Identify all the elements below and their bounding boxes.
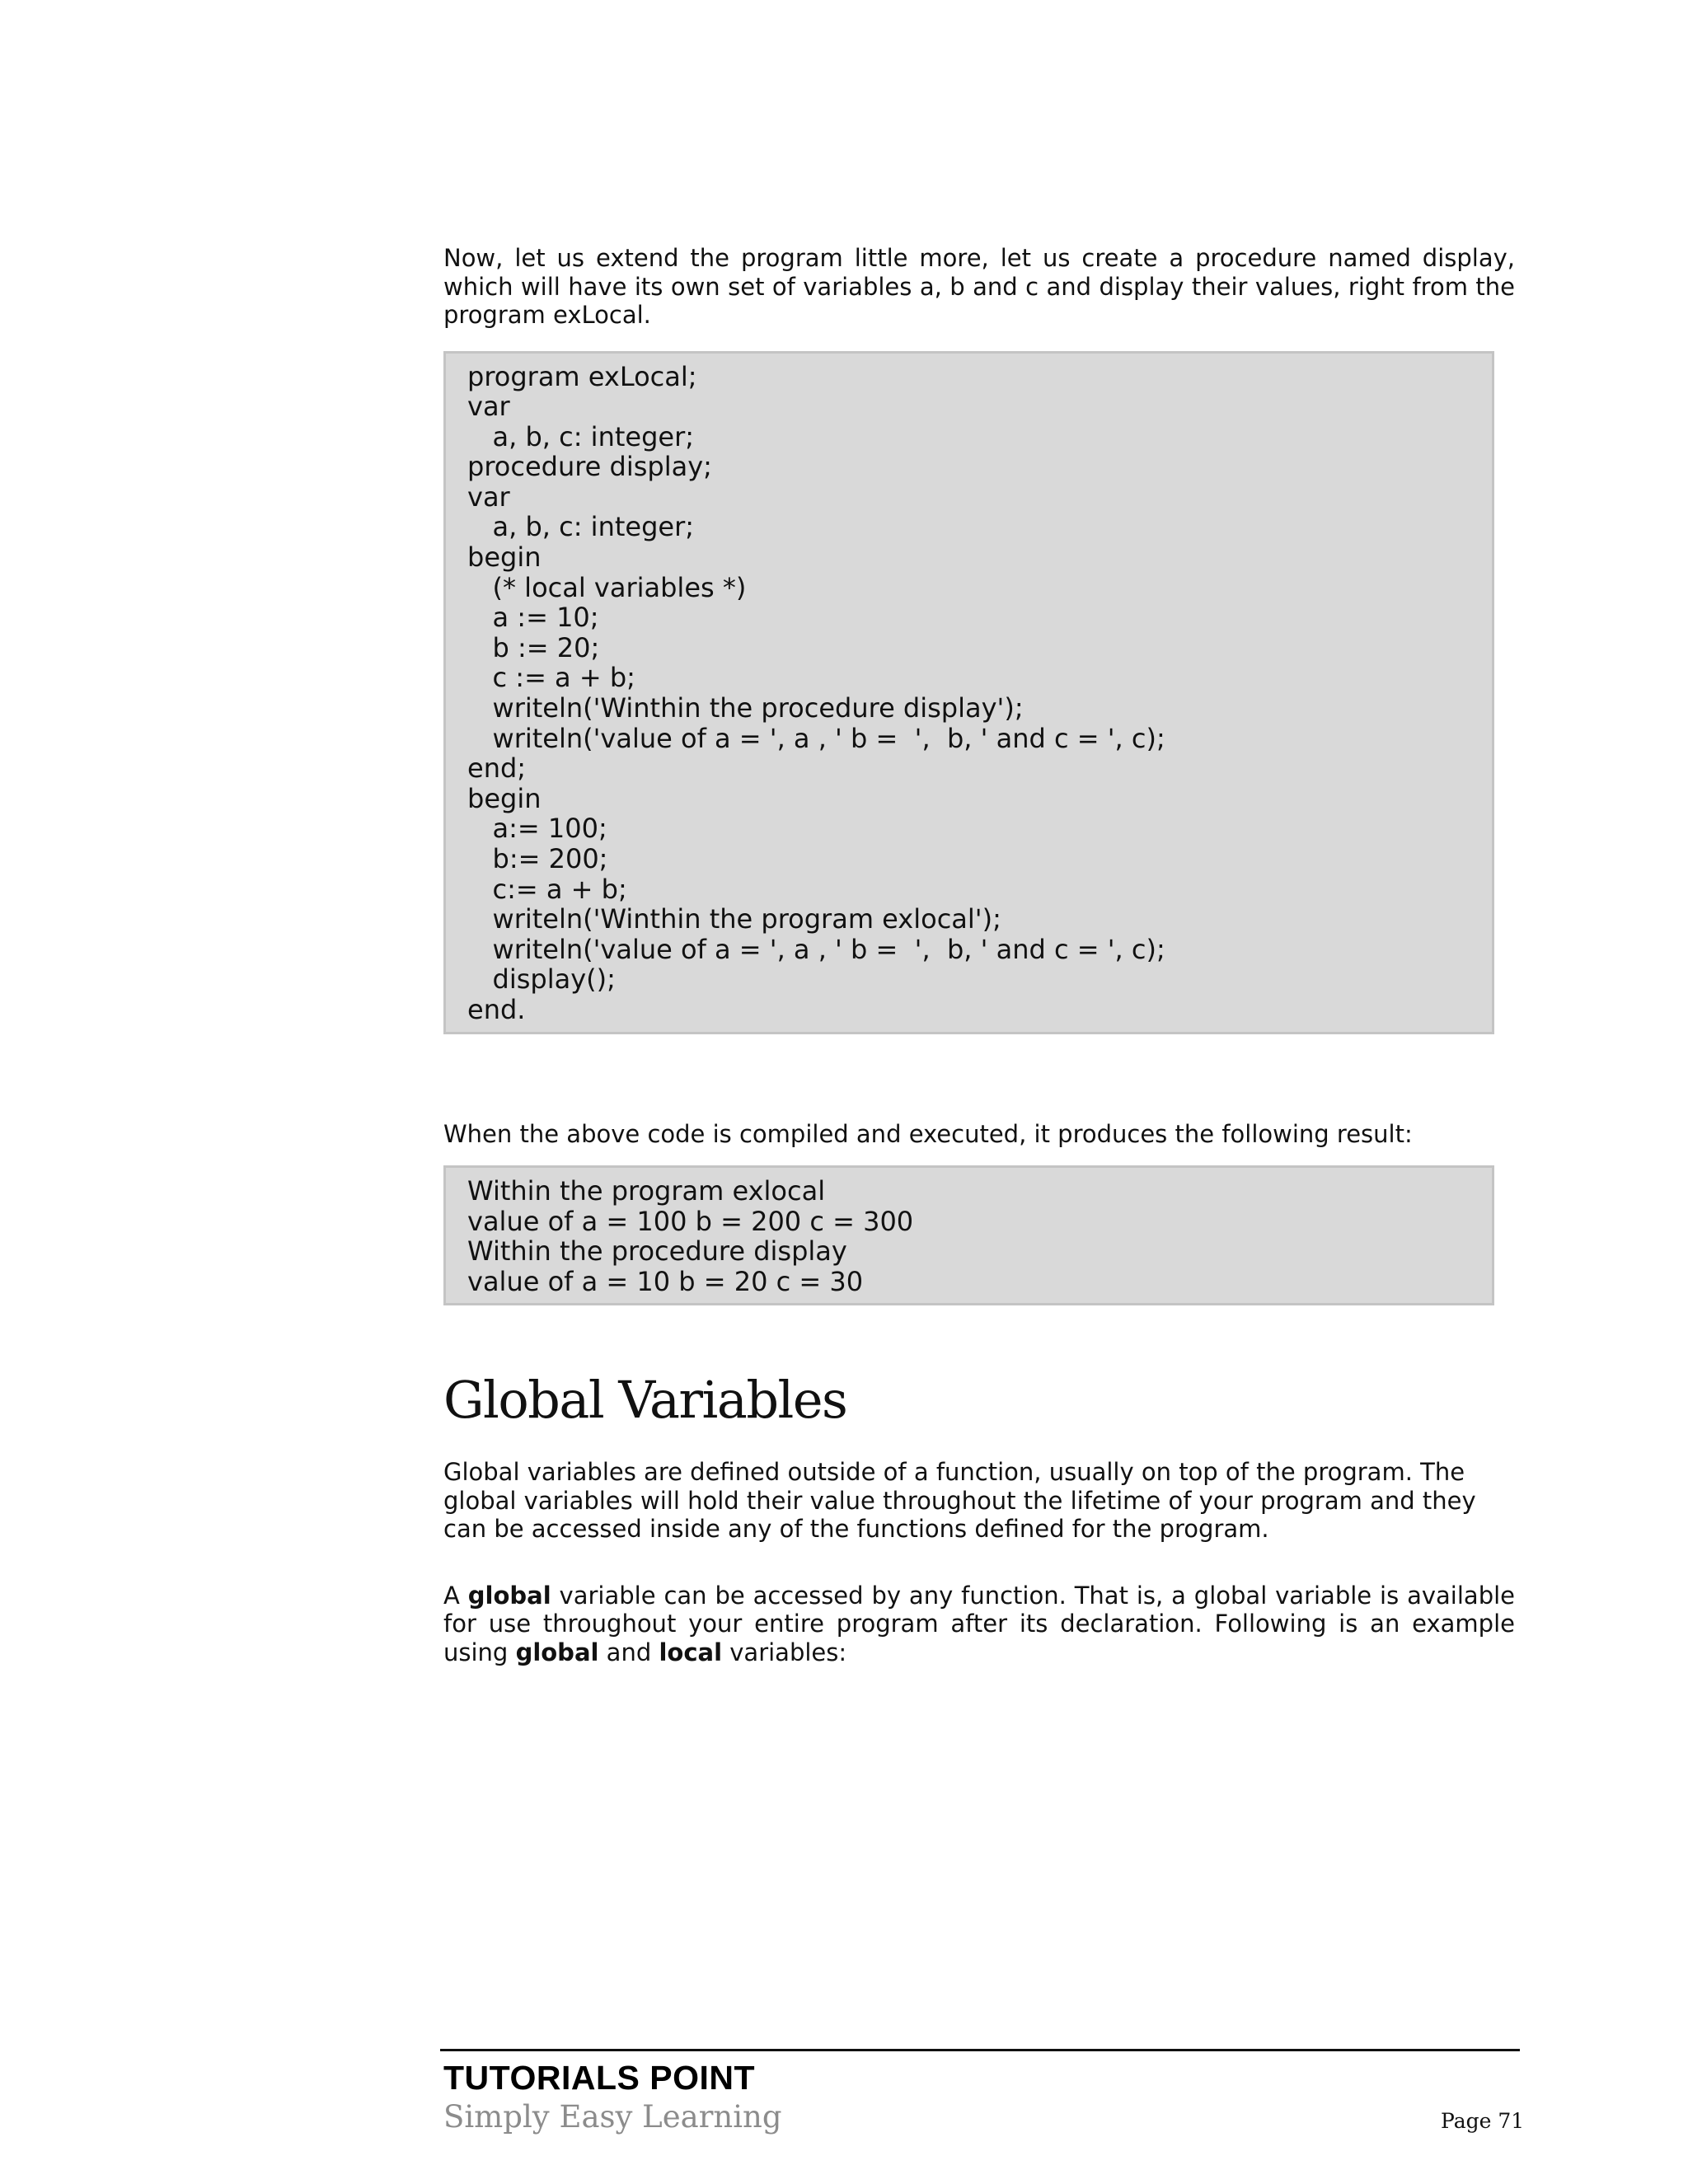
global-example-paragraph bbox=[443, 1582, 1515, 1667]
code-line: writeln('value of a = ', a , ' b = ', b, ' and c = ', c); bbox=[467, 722, 1165, 754]
code-line: program exLocal; bbox=[467, 360, 697, 392]
code-line: begin bbox=[467, 782, 542, 814]
bold-term-local: local bbox=[659, 1638, 723, 1666]
bold-term-global: global bbox=[467, 1581, 551, 1610]
bold-term-global: global bbox=[515, 1638, 599, 1666]
code-line: display(); bbox=[467, 963, 616, 996]
code-line: begin bbox=[467, 541, 542, 574]
intro-paragraph: Now, let us extend the program little more, let us create a procedure named display, which will have its own set of variables a, b and c and display their values, right from the program exLocal. bbox=[443, 244, 1515, 329]
code-line: c := a + b; bbox=[467, 662, 635, 694]
footer-brand: TUTORIALS POINT bbox=[443, 2059, 756, 2097]
page-number: Page 71 bbox=[1441, 2109, 1525, 2133]
code-line: end; bbox=[467, 752, 527, 785]
para-text: variable can be accessed by any function. That is, a global variable is available for use throughout your entire program after its declaration. Following is an example using bbox=[443, 1581, 1515, 1666]
code-line: writeln('value of a = ', a , ' b = ', b, ' and c = ', c); bbox=[467, 933, 1165, 965]
para-text: A bbox=[443, 1581, 468, 1610]
code-block bbox=[443, 351, 1494, 1034]
code-line: writeln('Winthin the program exlocal'); bbox=[467, 903, 1001, 935]
code-line: end. bbox=[467, 993, 526, 1025]
footer-tagline: Simply Easy Learning bbox=[443, 2099, 782, 2135]
output-block bbox=[443, 1165, 1494, 1305]
footer-divider bbox=[440, 2049, 1520, 2051]
output-line: Within the procedure display bbox=[467, 1235, 847, 1268]
code-line: procedure display; bbox=[467, 451, 712, 483]
code-line: b:= 200; bbox=[467, 843, 608, 874]
section-heading: Global Variables bbox=[443, 1370, 847, 1431]
output-line: value of a = 100 b = 200 c = 300 bbox=[467, 1205, 914, 1237]
code-line: (* local variables *) bbox=[467, 571, 747, 603]
code-line: c:= a + b; bbox=[467, 873, 627, 905]
output-line: Within the program exlocal bbox=[467, 1175, 826, 1207]
code-line: var bbox=[467, 480, 510, 513]
para-text: and bbox=[598, 1638, 659, 1666]
code-line: a, b, c: integer; bbox=[467, 420, 695, 452]
code-line: writeln('Winthin the procedure display'); bbox=[467, 692, 1024, 724]
output-line: value of a = 10 b = 20 c = 30 bbox=[467, 1265, 864, 1297]
code-line: var bbox=[467, 391, 510, 423]
para-text: variables: bbox=[722, 1638, 847, 1666]
code-line: a:= 100; bbox=[467, 813, 607, 845]
result-intro: When the above code is compiled and executed, it produces the following result: bbox=[443, 1119, 1413, 1148]
code-line: b := 20; bbox=[467, 631, 600, 663]
page-content bbox=[443, 244, 1515, 1666]
code-line: a, b, c: integer; bbox=[467, 511, 695, 543]
global-vars-paragraph: Global variables are defined outside of a function, usually on top of the program. The global variables will hold their value throughout the lifetime of your program and they can be accessed inside any of the functions defined for the program. bbox=[443, 1458, 1476, 1544]
code-line: a := 10; bbox=[467, 602, 599, 634]
